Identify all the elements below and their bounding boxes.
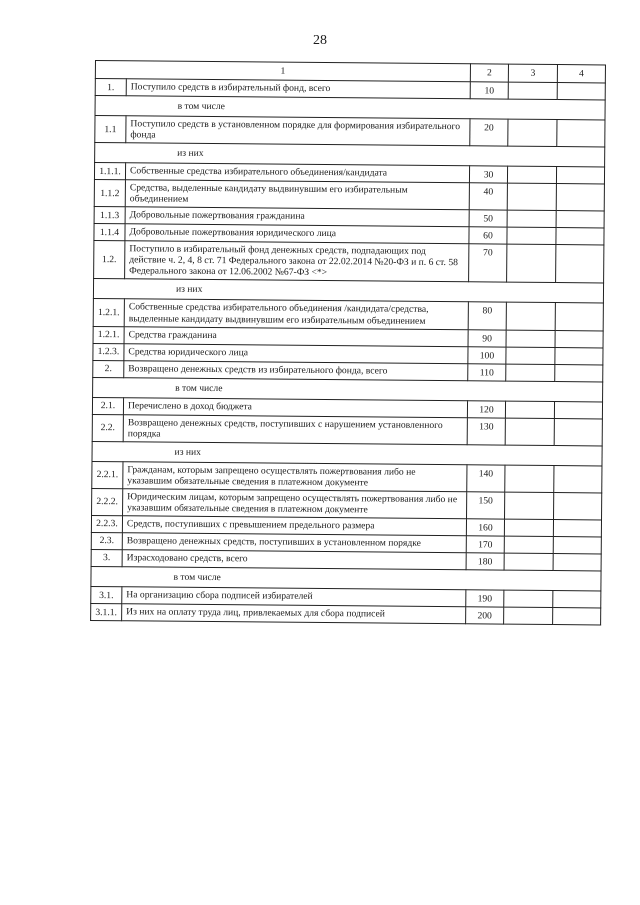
subheader-label: в том числе bbox=[91, 566, 601, 590]
header-col-1: 1 bbox=[95, 61, 470, 82]
row-name: Средства, выделенные кандидату выдвинувшим его избирательным объединением bbox=[125, 180, 469, 210]
row-name: Юридическим лицам, которым запрещено осуществлять пожертвования либо не указавшим обязательные сведения в платежном документе bbox=[123, 489, 467, 519]
row-name: Добровольные пожертвования юридического лица bbox=[125, 224, 469, 244]
value-cell-3 bbox=[507, 166, 556, 183]
header-col-3: 3 bbox=[508, 64, 557, 82]
row-code: 160 bbox=[466, 519, 504, 536]
row-code: 40 bbox=[469, 183, 507, 210]
row-code: 10 bbox=[470, 82, 508, 99]
row-number: 1.1.1. bbox=[94, 163, 125, 180]
value-cell-3 bbox=[508, 82, 557, 99]
row-code: 150 bbox=[467, 492, 505, 519]
financial-report-table bbox=[90, 60, 606, 626]
row-name: На организацию сбора подписей избирателей bbox=[122, 587, 466, 607]
value-cell-3 bbox=[505, 418, 554, 445]
value-cell-4 bbox=[554, 465, 602, 492]
row-code: 50 bbox=[469, 210, 507, 227]
row-code: 180 bbox=[466, 553, 504, 570]
row-name: Собственные средства избирательного объединения/кандидата bbox=[125, 163, 469, 183]
row-code: 120 bbox=[467, 400, 505, 417]
value-cell-3 bbox=[505, 465, 554, 492]
subheader-label: из них bbox=[93, 279, 603, 303]
row-number: 2.3. bbox=[91, 532, 122, 549]
page-number: 28 bbox=[313, 33, 327, 48]
row-number: 1. bbox=[95, 79, 126, 96]
value-cell-3 bbox=[506, 347, 555, 364]
row-name: Поступило в избирательный фонд денежных средств, подпадающих под действие ч. 2, 4, 8 ст. 71 Федерального закона от 22.02.2014 №20-ФЗ и п. 6 ст. 58 Федерального закона от 12.06.2002 №67-ФЗ <*> bbox=[125, 241, 469, 282]
row-number: 2.1. bbox=[92, 397, 123, 414]
value-cell-4 bbox=[553, 591, 601, 608]
subheader-label: из них bbox=[95, 143, 605, 167]
value-cell-4 bbox=[557, 83, 605, 100]
row-code: 130 bbox=[467, 417, 505, 444]
table-row bbox=[94, 241, 604, 284]
row-code: 30 bbox=[469, 166, 507, 183]
value-cell-3 bbox=[508, 119, 557, 146]
row-code: 100 bbox=[468, 346, 506, 363]
value-cell-3 bbox=[504, 553, 553, 570]
value-cell-3 bbox=[505, 492, 554, 519]
value-cell-4 bbox=[554, 492, 602, 519]
value-cell-4 bbox=[554, 418, 602, 445]
row-name: Средств, поступивших с превышением предельного размера bbox=[122, 516, 466, 536]
row-number: 1.2.1. bbox=[93, 299, 124, 326]
value-cell-3 bbox=[506, 364, 555, 381]
row-name: Поступило средств в установленном порядке для формирования избирательного фонда bbox=[126, 116, 470, 146]
value-cell-3 bbox=[505, 401, 554, 418]
value-cell-3 bbox=[504, 536, 553, 553]
row-name: Возвращено денежных средств, поступивших в установленном порядке bbox=[122, 533, 466, 553]
row-name: Средства гражданина bbox=[124, 326, 468, 346]
value-cell-4 bbox=[555, 364, 603, 381]
row-code: 80 bbox=[468, 302, 506, 329]
value-cell-4 bbox=[557, 120, 605, 147]
row-number: 2.2. bbox=[92, 414, 123, 441]
value-cell-4 bbox=[553, 553, 601, 570]
row-code: 170 bbox=[466, 536, 504, 553]
row-number: 1.1.2 bbox=[94, 180, 125, 207]
value-cell-4 bbox=[554, 401, 602, 418]
row-name: Израсходовано средств, всего bbox=[122, 550, 466, 570]
value-cell-3 bbox=[504, 607, 553, 624]
row-number: 1.1 bbox=[95, 116, 126, 143]
row-number: 2.2.3. bbox=[91, 515, 122, 532]
value-cell-4 bbox=[553, 536, 601, 553]
row-name: Перечислено в доход бюджета bbox=[123, 397, 467, 417]
value-cell-3 bbox=[506, 303, 555, 330]
row-code: 200 bbox=[466, 607, 504, 624]
value-cell-4 bbox=[556, 245, 604, 284]
row-number: 1.1.3 bbox=[94, 207, 125, 224]
row-code: 110 bbox=[468, 363, 506, 380]
row-code: 70 bbox=[469, 244, 507, 282]
row-number: 1.2. bbox=[94, 241, 125, 279]
value-cell-4 bbox=[556, 211, 604, 228]
row-name: Возвращено денежных средств, поступивших с нарушением установленного порядка bbox=[123, 414, 467, 444]
row-name: Возвращено денежных средств из избирательного фонда, всего bbox=[124, 360, 468, 380]
header-col-2: 2 bbox=[470, 64, 508, 82]
row-number: 3.1.1. bbox=[91, 604, 122, 621]
value-cell-3 bbox=[504, 590, 553, 607]
value-cell-3 bbox=[507, 210, 556, 227]
row-code: 60 bbox=[469, 227, 507, 244]
subheader-label: из них bbox=[92, 441, 602, 465]
subheader-label: в том числе bbox=[93, 377, 603, 401]
value-cell-4 bbox=[556, 167, 604, 184]
value-cell-4 bbox=[555, 330, 603, 347]
value-cell-4 bbox=[553, 608, 601, 625]
row-code: 140 bbox=[467, 465, 505, 492]
value-cell-3 bbox=[507, 244, 556, 283]
value-cell-4 bbox=[555, 347, 603, 364]
row-number: 3.1. bbox=[91, 587, 122, 604]
value-cell-4 bbox=[556, 228, 604, 245]
row-name: Из них на оплату труда лиц, привлекаемых для сбора подписей bbox=[122, 604, 466, 624]
row-number: 2.2.1. bbox=[92, 461, 123, 488]
row-code: 190 bbox=[466, 590, 504, 607]
row-number: 1.1.4 bbox=[94, 224, 125, 241]
row-number: 1.2.3. bbox=[93, 343, 124, 360]
value-cell-4 bbox=[556, 184, 604, 211]
value-cell-3 bbox=[507, 183, 556, 210]
row-name: Средства юридического лица bbox=[124, 343, 468, 363]
row-name: Добровольные пожертвования гражданина bbox=[125, 207, 469, 227]
value-cell-4 bbox=[555, 303, 603, 330]
subheader-label: в том числе bbox=[95, 96, 605, 120]
row-name: Собственные средства избирательного объединения /кандидата/средства, выделенные кандидату выдвинувшим его избирательным объединением bbox=[124, 299, 468, 329]
row-number: 3. bbox=[91, 549, 122, 566]
table-row bbox=[91, 604, 601, 625]
row-number: 2.2.2. bbox=[92, 488, 123, 515]
financial-report-sheet bbox=[90, 60, 605, 626]
row-number: 1.2.1. bbox=[93, 326, 124, 343]
row-code: 90 bbox=[468, 329, 506, 346]
value-cell-4 bbox=[553, 519, 601, 536]
header-col-4: 4 bbox=[557, 65, 605, 83]
value-cell-3 bbox=[506, 330, 555, 347]
row-name: Поступило средств в избирательный фонд, всего bbox=[126, 79, 470, 99]
row-name: Гражданам, которым запрещено осуществлять пожертвования либо не указавшим обязательные сведения в платежном документе bbox=[123, 462, 467, 492]
row-code: 20 bbox=[470, 119, 508, 146]
value-cell-3 bbox=[504, 519, 553, 536]
row-number: 2. bbox=[93, 360, 124, 377]
value-cell-3 bbox=[507, 227, 556, 244]
